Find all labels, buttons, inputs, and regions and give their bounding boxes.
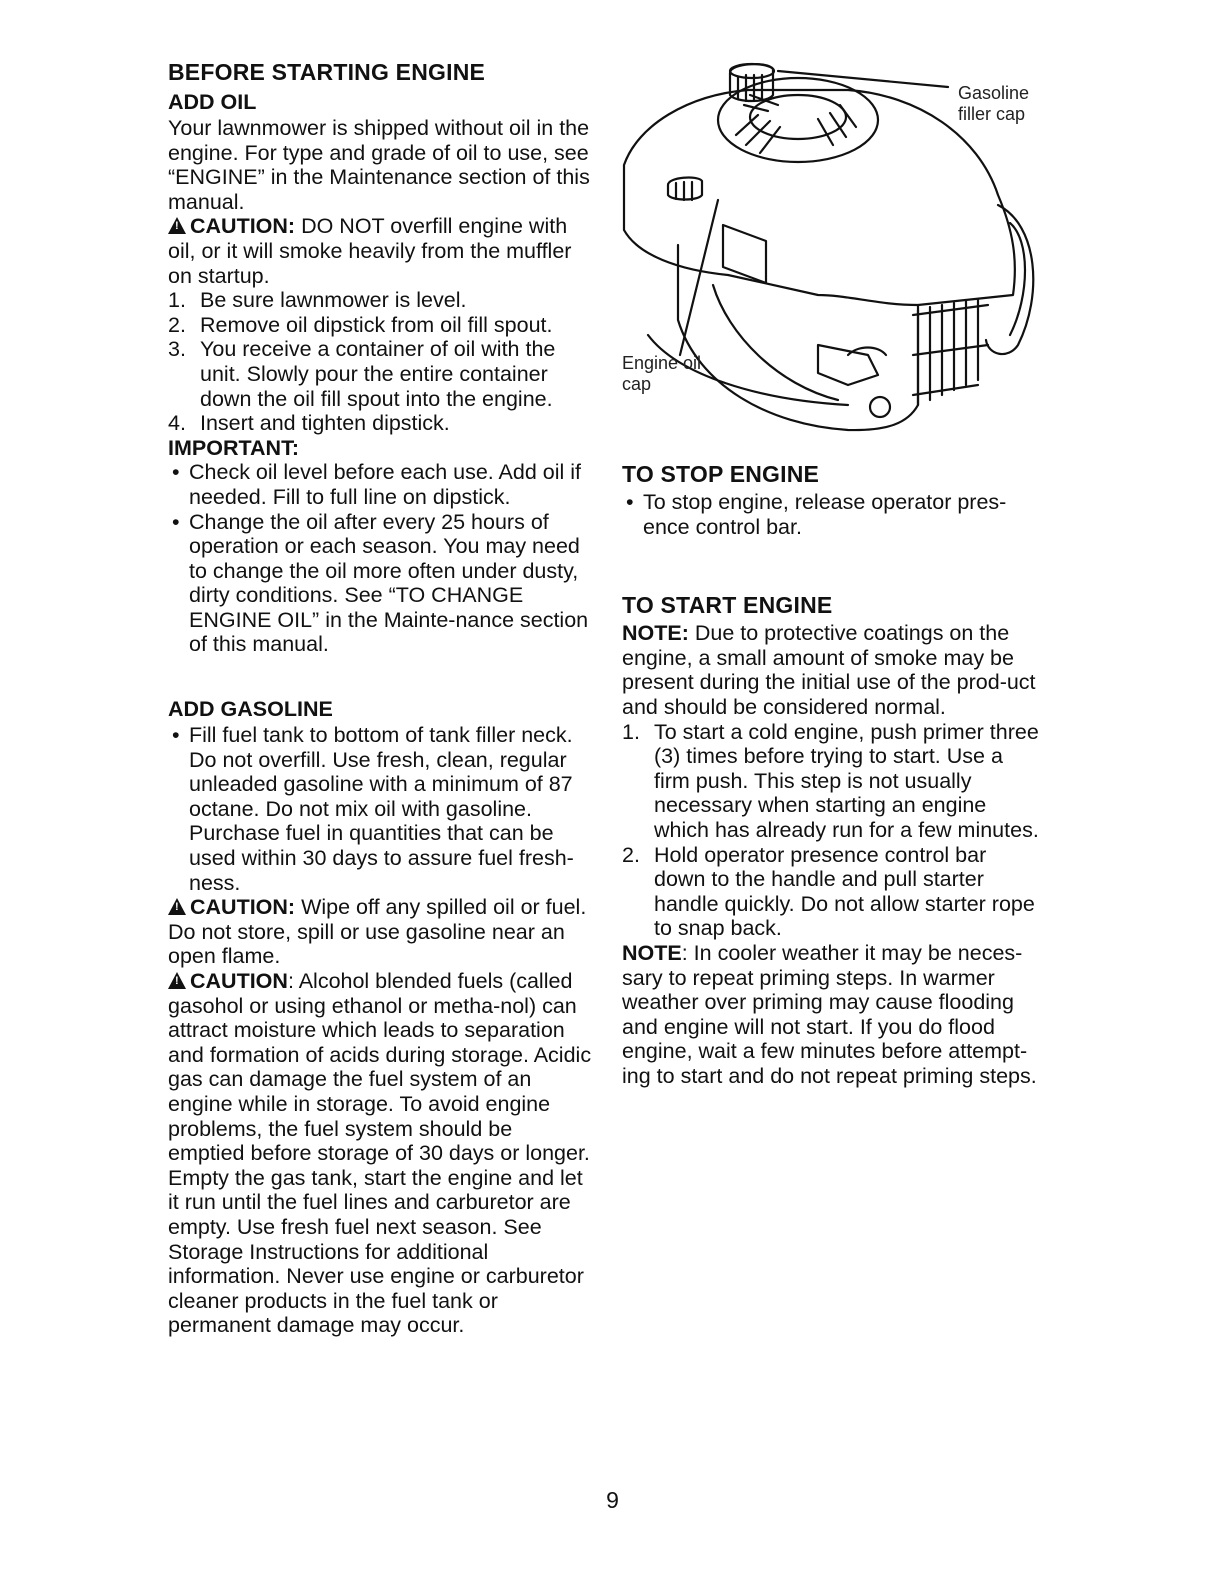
gasoline-caution-2: !CAUTION: Alcohol blended fuels (called gasohol or using ethanol or metha-nol) can attract moisture which leads to separation and formation of acids during storage. Acidic gas can damage the fuel system of an engine while in storage. To avoid engine problems, the fuel system should be emptied before storage of 30 days or longer. Empty the gas tank, start the engine and let it run until the fuel lines and carburetor are empty. Use fresh fuel next season. See Storage Instructions for additional information. Never use engine or carburetor cleaner products in the fuel tank or permanent damage may occur. (168, 969, 593, 1338)
add-oil-heading: ADD OIL (168, 90, 257, 114)
warning-icon (168, 972, 186, 989)
start-engine-heading: TO START ENGINE (622, 592, 833, 619)
caution-label: CAUTION: (190, 214, 296, 239)
important-list (168, 460, 593, 657)
page-number: 9 (606, 1487, 619, 1513)
warning-icon (168, 217, 186, 234)
list-item: 4. Insert and tighten dipstick. (168, 411, 450, 436)
warning-icon (168, 898, 186, 915)
list-item: • To stop engine, release operator pres-ence control bar. (626, 490, 1007, 539)
list-item: 1. To start a cold engine, push primer three (3) times before trying to start. Use a firm push. This step is not usually necessary when starting an engine which has already run for a few minutes. (622, 719, 1039, 842)
gasoline-caution-1: !CAUTION: Wipe off any spilled oil or fuel. Do not store, spill or use gasoline near an open flame. (168, 895, 593, 969)
caution-text: DO NOT overfill engine with oil, or it will smoke heavily from the muffler on startup. (168, 214, 572, 288)
stop-list (622, 490, 1042, 539)
oil-steps (168, 288, 593, 436)
section-title: BEFORE STARTING ENGINE (168, 59, 486, 85)
list-item: 2. Remove oil dipstick from oil fill spout. (168, 312, 553, 337)
start-note-1: NOTE: Due to protective coatings on the engine, a small amount of smoke may be present during the initial use of the prod-uct and should be considered normal. (622, 621, 1036, 719)
engine-illustration (618, 55, 1058, 440)
stop-engine-heading: TO STOP ENGINE (622, 461, 820, 487)
oil-caution (168, 214, 593, 288)
engine-oil-cap-label: Engine oil cap (622, 353, 702, 394)
add-oil-intro: Your lawnmower is shipped without oil in the engine. For type and grade of oil to use, see “ENGINE” in the Maintenance section of this manual. (168, 116, 590, 214)
left-column (168, 58, 593, 1338)
right-column (622, 460, 1042, 1088)
list-item: • Change the oil after every 25 hours of operation or each season. You may need to change the oil more often under dusty, dirty conditions. See “TO CHANGE ENGINE OIL” in the Mainte-nance section of this manual. (172, 509, 589, 657)
list-item: 2. Hold operator presence control bar down to the handle and pull starter handle quickly. Do not allow starter rope to snap back. (622, 842, 1035, 941)
start-steps (622, 720, 1042, 941)
list-item: 1. Be sure lawnmower is level. (168, 288, 467, 313)
important-label: IMPORTANT: (168, 435, 299, 460)
start-note-2: NOTE: In cooler weather it may be neces-sary to repeat priming steps. In warmer weather over priming may cause flooding and engine will not start. If you do flood engine, wait a few minutes before attempt-ing to start and do not repeat priming steps. (622, 940, 1037, 1088)
list-item: • Check oil level before each use. Add oil if needed. Fill to full line on dipstick. (172, 460, 582, 509)
list-item: 3. You receive a container of oil with the unit. Slowly pour the entire container down the oil fill spout into the engine. (168, 337, 556, 411)
gasoline-filler-cap-label: Gasoline filler cap (958, 83, 1030, 124)
add-gasoline-heading: ADD GASOLINE (168, 697, 333, 722)
list-item: • Fill fuel tank to bottom of tank filler neck. Do not overfill. Use fresh, clean, regular unleaded gasoline with a minimum of 87 octane. Do not mix oil with gasoline. Purchase fuel in quantities that can be used within 30 days to assure fuel fresh-ness. (172, 723, 574, 895)
gasoline-list (168, 723, 593, 895)
